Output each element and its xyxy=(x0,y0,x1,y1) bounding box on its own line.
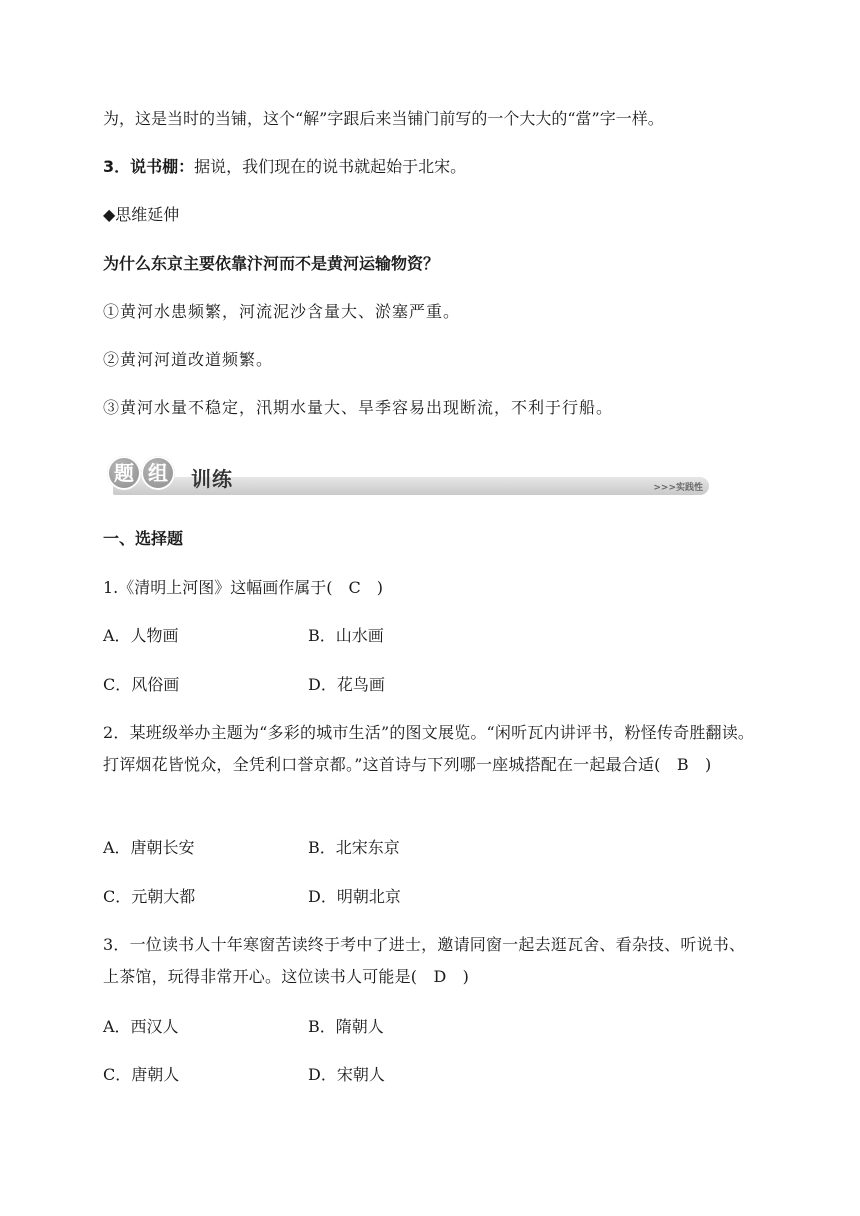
question-1-option-c: C．风俗画 xyxy=(103,675,180,694)
banner-tag: >>>实践性 xyxy=(653,483,703,493)
banner-title: 训练 xyxy=(191,467,233,491)
question-3-option-d: D．宋朝人 xyxy=(308,1065,385,1084)
banner-badge-1: 题 xyxy=(107,456,141,490)
question-3-option-b: B．隋朝人 xyxy=(308,1017,384,1036)
question-3-stem: 3．一位读书人十年寒窗苦读终于考中了进士，邀请同窗一起去逛瓦舍、看杂技、听说书、上茶馆，玩得非常开心。这位读书人可能是( D ) xyxy=(103,935,746,986)
paragraph-continuation: 为，这是当时的当铺，这个“解”字跟后来当铺门前写的一个大大的“當”字一样。 xyxy=(103,109,664,128)
question-3-option-c: C．唐朝人 xyxy=(103,1065,180,1084)
question-1-stem: 1.《清明上河图》这幅画作属于( C ) xyxy=(103,578,383,597)
question-1-option-a: A．人物画 xyxy=(103,626,179,645)
answer-1: ①黄河水患频繁，河流泥沙含量大、淤塞严重。 xyxy=(103,302,461,321)
answer-2: ②黄河河道改道频繁。 xyxy=(103,350,274,369)
section-banner xyxy=(103,455,709,497)
question-1-option-b: B．山水画 xyxy=(308,626,384,645)
question-2-stem: 2．某班级举办主题为“多彩的城市生活”的图文展览。“闲听瓦内讲评书，粉怪传奇胜翻读。打诨烟花皆悦众，全凭利口誉京都。”这首诗与下列哪一座城搭配在一起最合适( B ) xyxy=(103,723,755,774)
item-3-text: 据说，我们现在的说书就起始于北宋。 xyxy=(194,157,467,176)
answer-3: ③黄河水量不稳定，汛期水量大、旱季容易出现断流，不利于行船。 xyxy=(103,398,614,417)
question-1-option-d: D．花鸟画 xyxy=(308,675,385,694)
question-2-option-b: B．北宋东京 xyxy=(308,838,400,857)
item-3-label: 3．说书棚： xyxy=(103,157,195,176)
extension-heading: ◆思维延伸 xyxy=(103,205,180,224)
question-2-option-d: D．明朝北京 xyxy=(308,887,401,906)
section-heading: 一、选择题 xyxy=(103,529,184,548)
item-3 xyxy=(103,159,466,175)
extension-question: 为什么东京主要依靠汴河而不是黄河运输物资？ xyxy=(103,254,440,273)
question-3-option-a: A．西汉人 xyxy=(103,1017,179,1036)
question-2-option-a: A．唐朝长安 xyxy=(103,838,195,857)
banner-badge-2: 组 xyxy=(141,456,175,490)
question-2-option-c: C．元朝大都 xyxy=(103,887,196,906)
